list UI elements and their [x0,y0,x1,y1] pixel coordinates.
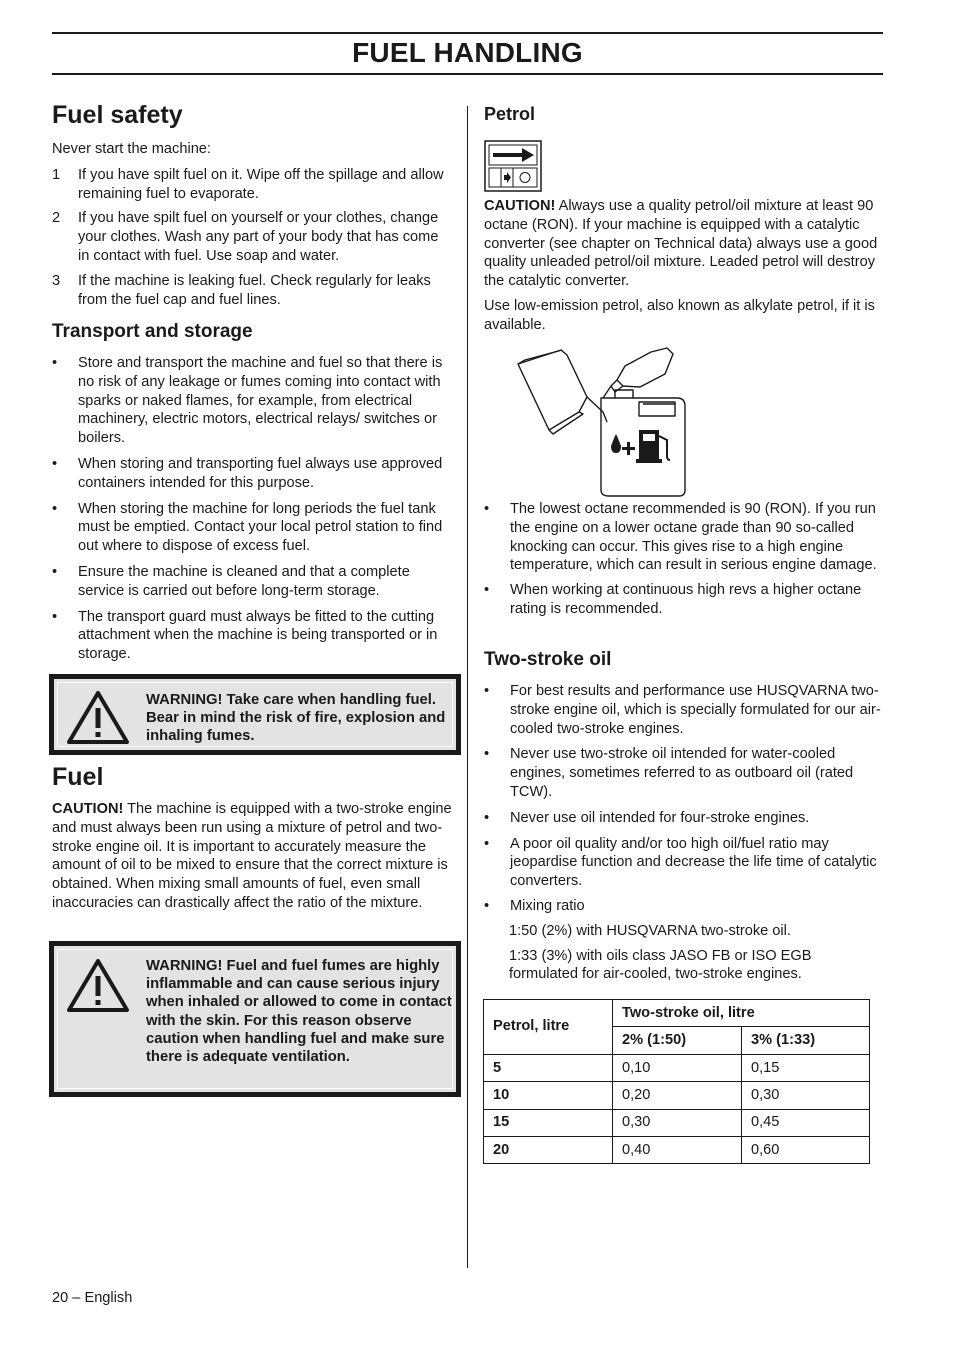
warning-triangle-icon [66,958,130,1014]
list-item [52,455,452,493]
table-cell-petrol: 20 [484,1136,613,1163]
item-text: Never use two-stroke oil intended for water-cooled engines, sometimes referred to as outboard oil (rated TCW). [510,746,854,800]
item-text: If the machine is leaking fuel. Check regularly for leaks from the fuel cap and fuel lines. [78,272,431,308]
list-item [484,835,882,891]
header-top-rule [52,32,883,34]
table-cell-petrol: 5 [484,1054,613,1081]
caution-label: CAUTION! [484,198,556,214]
item-text: When working at continuous high revs a higher octane rating is recommended. [510,582,862,617]
table-cell-petrol: 15 [484,1109,613,1136]
transport-heading: Transport and storage [52,321,253,342]
table-header-row [484,1000,870,1027]
list-item [52,354,452,448]
warning-box-inner [57,682,453,747]
list-item [52,209,452,265]
table-cell: 0,45 [742,1109,870,1136]
item-text: Store and transport the machine and fuel so that there is no risk of any leakage or fumes coming into contact with sparks or naked flames, for example, from electrical machinery, electric motors, electrical relays/ switches or boilers. [78,355,443,447]
table-cell: 0,60 [742,1136,870,1163]
item-text: Mixing ratio [510,897,585,914]
bullet: • [484,897,490,914]
table-row [484,1054,870,1081]
item-text: For best results and performance use HUSQVARNA two-stroke engine oil, which is specially formulated for our air-cooled two-stroke engines. [510,683,881,737]
table-row [484,1082,870,1109]
list-item [52,500,452,556]
item-text: Never use oil intended for four-stroke engines. [510,809,810,826]
item-text: If you have spilt fuel on yourself or your clothes, change your clothes. Wash any part of your body that has come in contact with fuel. Use soap and water. [78,210,439,264]
bullet: • [484,683,490,699]
table-subheader-2pct: 2% (1:50) [613,1027,742,1054]
table-cell: 0,30 [613,1109,742,1136]
list-item [52,272,452,310]
low-emission-text: Use low-emission petrol, also known as alkylate petrol, if it is available. [484,297,875,333]
bullet: • [484,746,490,763]
ratio-line-2: 1:33 (3%) with oils class JASO FB or ISO EGB formulated for air-cooled, two-stroke engines. [509,947,812,983]
table-cell: 0,10 [613,1054,742,1081]
item-number: 3 [52,272,61,289]
table-row [484,1136,870,1163]
warning-triangle-icon [66,690,130,746]
item-text: Ensure the machine is cleaned and that a complete service is carried out before long-term storage. [78,563,410,599]
list-item [484,581,882,619]
octane-bullets [484,500,882,619]
bullet: • [484,809,490,826]
warning-text: WARNING! Fuel and fuel fumes are highly inflammable and can cause serious injury when inhaled or allowed to come in contact with the skin. For this reason observe caution when handling fuel and make sure there is adequate ventilation. [146,958,452,1066]
petrol-heading: Petrol [484,104,536,124]
fuel-safety-section [52,100,452,309]
item-number: 1 [52,166,61,183]
item-text: The transport guard must always be fitted to the cutting attachment when the machine is being transported or in storage. [78,608,438,663]
table-subheader-3pct: 3% (1:33) [742,1027,870,1054]
bullet: • [52,608,58,625]
mixing-table [483,999,870,1164]
transport-section [52,320,452,664]
warning-text: WARNING! Take care when handling fuel. Bear in mind the risk of fire, explosion and inhaling fumes. [146,692,446,745]
table-cell: 0,40 [613,1136,742,1163]
item-text: When storing and transporting fuel always use approved containers intended for this purpose. [78,455,443,491]
bullet: • [484,835,490,852]
caution-label: CAUTION! [52,801,124,817]
warning-box-inner [57,949,453,1089]
two-stroke-heading: Two-stroke oil [484,649,612,670]
item-text: When storing the machine for long periods the fuel tank must be emptied. Contact your local petrol station to find out where to dispose of excess fuel. [78,500,443,555]
table-header-petrol: Petrol, litre [484,1000,613,1055]
table-cell: 0,30 [742,1082,870,1109]
fuel-direction-arrow-icon [484,140,542,192]
list-item [484,897,882,916]
fuel-mixing-canister-icon [515,342,687,498]
fuel-safety-intro: Never start the machine: [52,141,211,157]
bullet: • [52,455,58,472]
list-item [484,500,882,575]
bullet: • [52,355,58,371]
list-item [484,682,882,738]
list-item [484,809,882,828]
two-stroke-section [484,648,882,984]
fuel-safety-heading: Fuel safety [52,101,183,129]
item-text: A poor oil quality and/or too high oil/fuel ratio may jeopardise function and decrease the life time of catalytic converters. [510,835,877,890]
warning-box-fumes [49,941,461,1097]
list-item [52,563,452,601]
list-item [52,166,452,204]
petrol-caution [484,197,882,291]
warning-box-fire [49,674,461,755]
item-number: 2 [52,210,61,227]
caution-text: Always use a quality petrol/oil mixture at least 90 octane (RON). If your machine is equipped with a catalytic converter (see chapter on Technical data) always use a good quality unleaded petrol/oil mixture. Leaded petrol will destroy the catalytic converter. [484,198,878,290]
table-row [484,1109,870,1136]
petrol-section [484,102,882,126]
petrol-body [484,197,882,335]
fuel-caution [52,800,452,913]
header-bottom-rule [52,73,883,75]
list-item [52,608,452,664]
fuel-section [52,762,452,913]
item-text: If you have spilt fuel on it. Wipe off the spillage and allow remaining fuel to evaporate. [78,166,444,202]
table-cell: 0,20 [613,1082,742,1109]
list-item [484,745,882,801]
item-text: The lowest octane recommended is 90 (RON). If you run the engine on a lower octane grade than 90 so-called knocking can occur. This gives rise to a high engine temperature, which can result in serious engine damage. [510,501,877,574]
ratio-line-1: 1:50 (2%) with HUSQVARNA two-stroke oil. [509,922,791,939]
bullet: • [52,500,58,517]
table-header-oil: Two-stroke oil, litre [613,1000,870,1027]
fuel-heading: Fuel [52,763,104,791]
column-divider [467,106,468,1268]
page-title: FUEL HANDLING [352,37,583,68]
table-cell: 0,15 [742,1054,870,1081]
bullet: • [484,501,490,517]
table-cell-petrol: 10 [484,1082,613,1109]
bullet: • [52,563,58,580]
bullet: • [484,582,490,599]
page-footer: 20 – English [52,1290,133,1306]
caution-text: The machine is equipped with a two-stroke engine and must always been run using a mixture of petrol and two-stroke engine oil. It is important to accurately measure the amount of oil to be mixed to ensure that the correct mixture is obtained. When mixing small amounts of fuel, even small inaccuracies can drastically affect the ratio of the mixture. [52,801,452,911]
